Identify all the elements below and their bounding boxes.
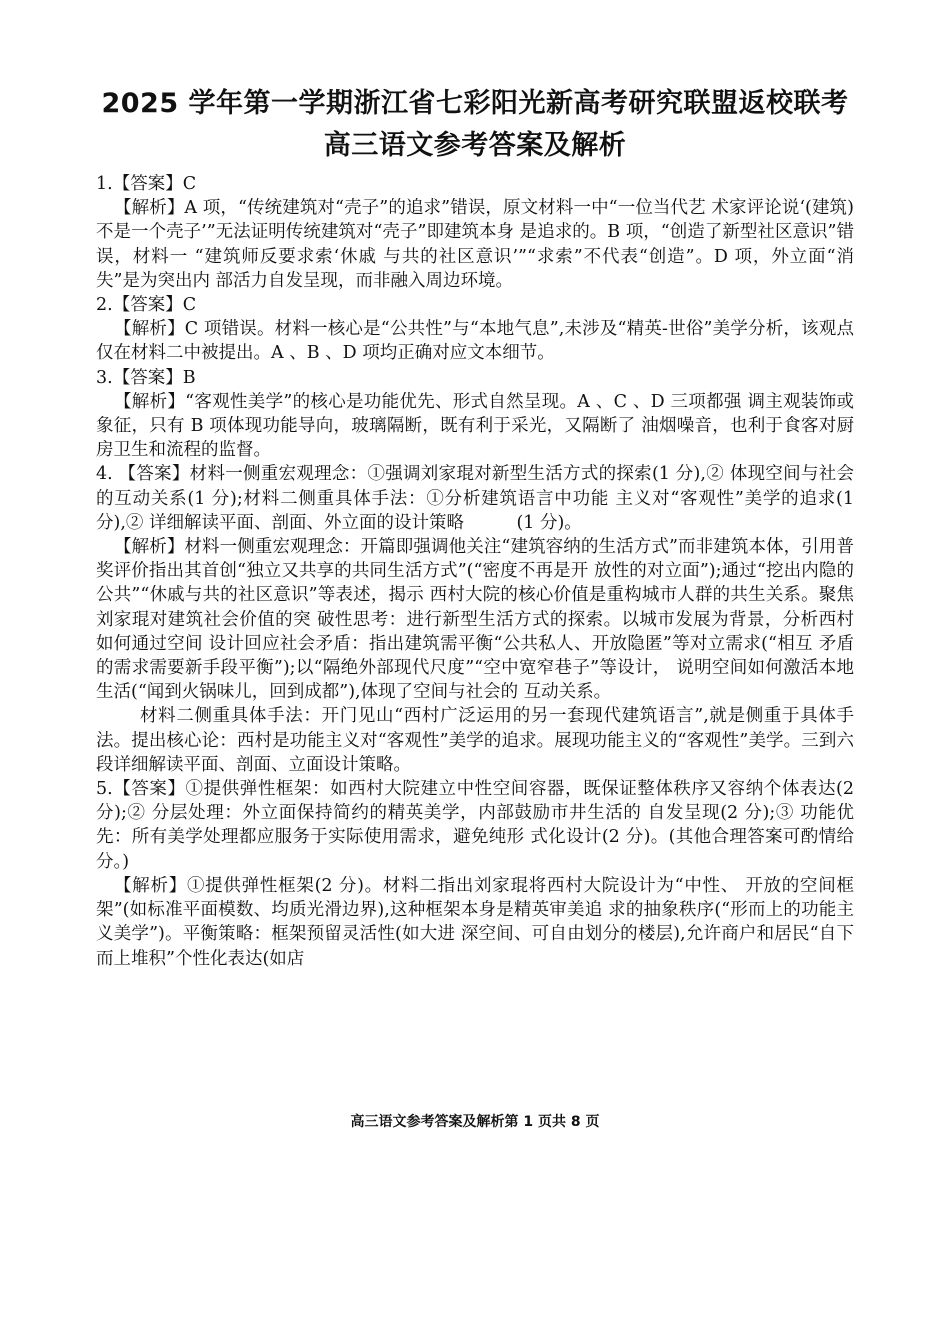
document-title: 2025 学年第一学期浙江省七彩阳光新高考研究联盟返校联考 <box>101 88 849 119</box>
q2-answer: 2.【答案】C <box>96 295 197 316</box>
q5-answer: 5.【答案】①提供弹性框架：如西村大院建立中性空间容器，既保证整体秩序又容纳个体表达(2 分);② 分层处理：外立面保持简约的精英美学，内部鼓励市井生活的 自发呈现(2 分);③ 功能优先：所有美学处理都应服务于实际使用需求，避免纯形 式化设计(2 分)。(其他合理答案可酌情给分。) <box>96 779 854 872</box>
q4-analysis-paragraph-1: 【解析】材料一侧重宏观理念：开篇即强调他关注“建筑容纳的生活方式”而非建筑本体，引用普奖评价指出其首创“独立又共享的共同生活方式”(“密度不再是开 放性的对立面”);通过“挖出内隐的公共”“休戚与共的社区意识”等表述，揭示 西村大院的核心价值是重构城市人群的共生关系。聚焦刘家琨对建筑社会价值的突 破性思考：进行新型生活方式的探索。以城市发展为背景，分析西村如何通过空间 设计回应社会矛盾：指出建筑需平衡“公共私人、开放隐匿”等对立需求(“相互 矛盾的需求需要新手段平衡”);以“隔绝外部现代尺度”“空中宽窄巷子”等设计， 说明空间如何激活本地生活(“闻到火锅味儿，回到成都”),体现了空间与社会的 互动关系。 <box>96 537 854 703</box>
answer-content <box>96 172 854 971</box>
q3-analysis: 【解析】“客观性美学”的核心是功能优先、形式自然呈现。A 、C 、D 三项都强 调主观装饰或象征，只有 B 项体现功能导向，玻璃隔断，既有利于采光，又隔断了 油烟噪音，也利于食客对厨房卫生和流程的监督。 <box>96 391 854 461</box>
q3-answer: 3.【答案】B <box>96 367 196 388</box>
q5-analysis: 【解析】①提供弹性框架(2 分)。材料二指出刘家琨将西村大院设计为“中性、 开放的空间框架”(如标准平面模数、均质光滑边界),这种框架本身是精英审美追 求的抽象秩序(“形而上的功能主义美学”)。平衡策略：框架预留灵活性(如大进 深空间、可自由划分的楼层),允许商户和居民“自下而上堆积”个性化表达(如店 <box>96 875 854 969</box>
q4-answer: 4. 【答案】材料一侧重宏观理念：①强调刘家琨对新型生活方式的探索(1 分),② 体现空间与社会的互动关系(1 分);材料二侧重具体手法：①分析建筑语言中功能 主义对“客观性”美学的追求(1 分),② 详细解读平面、剖面、外立面的设计策略 (1 分)。 <box>96 464 854 533</box>
q1-analysis: 【解析】A 项，“传统建筑对“壳子”的追求”错误，原文材料一中“一位当代艺 术家评论说‘(建筑)不是一个壳子’”无法证明传统建筑对“壳子”即建筑本身 是追求的。B 项，“创造了新型社区意识”错误，材料一 “建筑师反要求索‘休戚 与共的社区意识’”“求索”不代表“创造”。D 项，外立面“消失”是为突出内 部活力自发呈现，而非融入周边环境。 <box>96 198 854 291</box>
q1-answer: 1.【答案】C <box>96 174 197 194</box>
q2-analysis: 【解析】C 项错误。材料一核心是“公共性”与“本地气息”,未涉及“精英-世俗”美学分析，该观点仅在材料二中被提出。A 、B 、D 项均正确对应文本细节。 <box>96 319 854 364</box>
page-footer: 高三语文参考答案及解析第 1 页共 8 页 <box>350 1114 600 1130</box>
q4-analysis-paragraph-2: 材料二侧重具体手法：开门见山“西村广泛运用的另一套现代建筑语言”,就是侧重于具体手法。提出核心论：西村是功能主义对“客观性”美学的追求。展现功能主义的“客观性”美学。三到六段详细解读平面、剖面、立面设计策略。 <box>96 706 854 775</box>
document-subtitle: 高三语文参考答案及解析 <box>323 130 627 161</box>
